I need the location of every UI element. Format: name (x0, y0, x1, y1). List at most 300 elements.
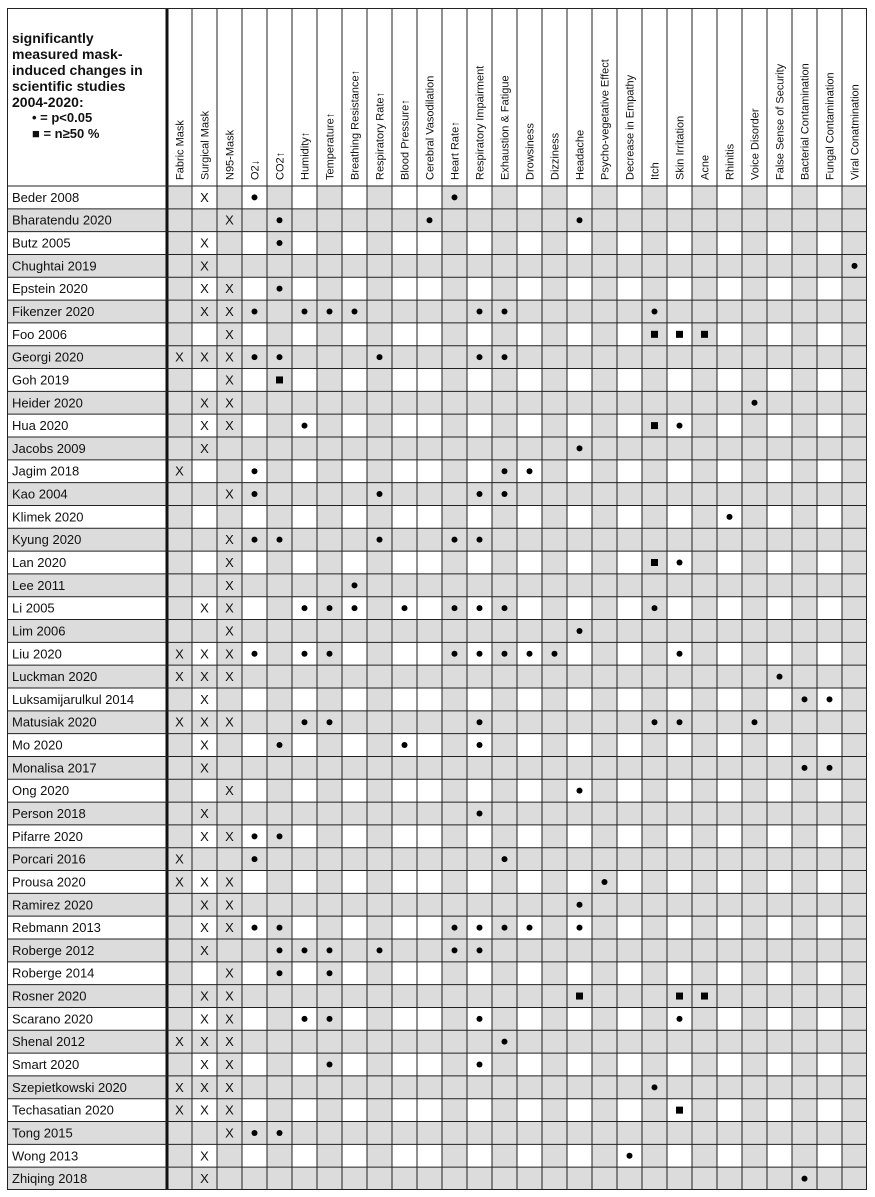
table-cell (517, 825, 542, 848)
table-cell (742, 1053, 767, 1076)
table-cell (242, 985, 267, 1008)
mask-type-mark: X (225, 1011, 234, 1027)
table-cell (742, 597, 767, 620)
table-cell (517, 1030, 542, 1053)
table-cell (242, 1030, 267, 1053)
table-cell (517, 232, 542, 255)
significance-dot (402, 742, 408, 748)
table-cell (417, 939, 442, 962)
majority-square (651, 331, 658, 338)
table-cell (842, 688, 867, 711)
table-cell (817, 186, 842, 209)
table-cell (542, 597, 567, 620)
study-label: Ong 2020 (12, 783, 70, 799)
table-cell (517, 1167, 542, 1190)
table-cell (392, 871, 417, 894)
table-cell (492, 232, 517, 255)
table-cell (717, 688, 742, 711)
majority-square (651, 559, 658, 566)
table-cell (817, 483, 842, 506)
mask-type-mark: X (200, 440, 209, 456)
table-cell (717, 711, 742, 734)
significance-dot (252, 194, 258, 200)
table-cell (517, 871, 542, 894)
table-cell (542, 483, 567, 506)
table-cell (342, 711, 367, 734)
table-cell (367, 551, 392, 574)
table-cell (717, 962, 742, 985)
table-cell (517, 1122, 542, 1145)
significance-dot (502, 309, 508, 315)
table-cell (717, 254, 742, 277)
table-cell (717, 893, 742, 916)
table-cell (817, 1030, 842, 1053)
table-cell (192, 528, 217, 551)
table-cell (567, 528, 592, 551)
mask-type-mark: X (200, 669, 209, 685)
table-cell (392, 1099, 417, 1122)
study-matrix-table (7, 8, 867, 1190)
table-cell (242, 551, 267, 574)
table-cell (242, 756, 267, 779)
table-cell (692, 848, 717, 871)
table-cell (167, 1053, 192, 1076)
table-cell (167, 962, 192, 985)
table-cell (767, 848, 792, 871)
table-cell (392, 1167, 417, 1190)
table-cell (392, 505, 417, 528)
significance-dot (677, 1016, 683, 1022)
table-cell (542, 1099, 567, 1122)
table-cell (717, 916, 742, 939)
mask-type-mark: X (225, 349, 234, 365)
table-cell (767, 1030, 792, 1053)
table-cell (617, 985, 642, 1008)
table-cell (167, 505, 192, 528)
table-cell (592, 346, 617, 369)
table-cell (592, 939, 617, 962)
mask-type-mark: X (225, 920, 234, 936)
table-cell (192, 505, 217, 528)
table-cell (567, 825, 592, 848)
table-cell (167, 186, 192, 209)
table-cell (367, 734, 392, 757)
table-cell (717, 483, 742, 506)
table-cell (417, 779, 442, 802)
significance-dot (577, 445, 583, 451)
table-cell (342, 1030, 367, 1053)
significance-dot (302, 309, 308, 315)
table-cell (442, 209, 467, 232)
significance-dot (502, 491, 508, 497)
table-cell (792, 939, 817, 962)
table-cell (342, 962, 367, 985)
mask-type-mark: X (200, 828, 209, 844)
mask-type-mark: X (225, 783, 234, 799)
table-cell (567, 939, 592, 962)
table-cell (817, 1007, 842, 1030)
table-cell (492, 1144, 517, 1167)
table-cell (592, 642, 617, 665)
table-cell (467, 460, 492, 483)
table-cell (742, 802, 767, 825)
table-cell (742, 779, 767, 802)
table-cell (767, 1144, 792, 1167)
significance-dot (302, 1016, 308, 1022)
table-cell (592, 825, 617, 848)
table-cell (492, 1076, 517, 1099)
table-cell (492, 665, 517, 688)
table-cell (167, 369, 192, 392)
table-cell (567, 254, 592, 277)
table-cell (517, 688, 542, 711)
table-cell (692, 893, 717, 916)
table-cell (842, 642, 867, 665)
table-cell (542, 391, 567, 414)
table-cell (342, 346, 367, 369)
table-cell (667, 871, 692, 894)
table-cell (267, 1007, 292, 1030)
table-cell (617, 437, 642, 460)
table-cell (492, 962, 517, 985)
table-cell (842, 620, 867, 643)
table-cell (342, 779, 367, 802)
table-cell (642, 1099, 667, 1122)
table-cell (692, 232, 717, 255)
significance-dot (302, 947, 308, 953)
table-cell (717, 209, 742, 232)
table-cell (767, 962, 792, 985)
table-cell (417, 254, 442, 277)
table-cell (417, 688, 442, 711)
significance-dot (352, 582, 358, 588)
table-cell (342, 1144, 367, 1167)
table-cell (592, 186, 617, 209)
table-cell (367, 688, 392, 711)
significance-dot (302, 719, 308, 725)
table-cell (517, 1007, 542, 1030)
table-cell (317, 802, 342, 825)
table-cell (292, 1053, 317, 1076)
table-cell (567, 391, 592, 414)
column-header: Blood Pressure↑ (399, 99, 412, 180)
table-cell (592, 620, 617, 643)
table-cell (742, 1030, 767, 1053)
table-cell (517, 756, 542, 779)
table-cell (617, 460, 642, 483)
study-label: Hua 2020 (12, 418, 69, 434)
table-cell (792, 620, 817, 643)
table-cell (392, 756, 417, 779)
table-cell (567, 1144, 592, 1167)
table-cell (517, 1076, 542, 1099)
significance-dot (252, 1130, 258, 1136)
table-cell (617, 848, 642, 871)
table-cell (467, 893, 492, 916)
table-cell (567, 642, 592, 665)
table-cell (742, 437, 767, 460)
mask-type-mark: X (225, 212, 234, 228)
study-label: Monalisa 2017 (12, 760, 97, 776)
table-cell (667, 1076, 692, 1099)
table-cell (642, 779, 667, 802)
table-cell (367, 437, 392, 460)
table-cell (342, 871, 367, 894)
table-cell (817, 871, 842, 894)
table-cell (292, 254, 317, 277)
table-cell (817, 528, 842, 551)
column-header: Fabric Mask (174, 120, 187, 180)
table-cell (317, 186, 342, 209)
table-cell (192, 209, 217, 232)
table-cell (767, 939, 792, 962)
significance-dot (477, 491, 483, 497)
table-cell (267, 871, 292, 894)
significance-dot (677, 423, 683, 429)
mask-type-mark: X (200, 1011, 209, 1027)
table-cell (742, 369, 767, 392)
table-cell (367, 391, 392, 414)
table-cell (717, 642, 742, 665)
table-cell (417, 437, 442, 460)
mask-type-mark: X (200, 1034, 209, 1050)
table-cell (242, 962, 267, 985)
significance-dot (252, 833, 258, 839)
table-cell (592, 528, 617, 551)
significance-dot (577, 217, 583, 223)
table-cell (392, 1076, 417, 1099)
table-cell (742, 734, 767, 757)
table-cell (792, 460, 817, 483)
table-cell (517, 391, 542, 414)
table-cell (417, 642, 442, 665)
table-cell (417, 962, 442, 985)
table-cell (767, 1007, 792, 1030)
table-cell (717, 825, 742, 848)
table-cell (492, 505, 517, 528)
table-cell (717, 1099, 742, 1122)
table-cell (542, 985, 567, 1008)
table-cell (817, 985, 842, 1008)
table-cell (767, 871, 792, 894)
table-cell (842, 1144, 867, 1167)
significance-dot (277, 1130, 283, 1136)
table-cell (467, 551, 492, 574)
table-cell (667, 1030, 692, 1053)
table-cell (342, 1099, 367, 1122)
table-cell (817, 232, 842, 255)
table-cell (742, 871, 767, 894)
table-cell (467, 779, 492, 802)
column-header: Headache (574, 129, 587, 180)
table-cell (317, 551, 342, 574)
significance-dot (252, 925, 258, 931)
table-cell (667, 505, 692, 528)
table-cell (792, 1076, 817, 1099)
majority-square (576, 993, 583, 1000)
table-cell (542, 1007, 567, 1030)
table-cell (342, 551, 367, 574)
table-cell (442, 483, 467, 506)
study-label: Ramirez 2020 (12, 897, 93, 913)
table-cell (167, 1122, 192, 1145)
column-header: Heart Rate↑ (449, 121, 462, 180)
table-cell (642, 209, 667, 232)
mask-type-mark: X (225, 395, 234, 411)
table-cell (617, 893, 642, 916)
table-cell (842, 437, 867, 460)
table-cell (342, 756, 367, 779)
table-cell (617, 1122, 642, 1145)
table-cell (342, 483, 367, 506)
table-cell (842, 369, 867, 392)
table-cell (342, 414, 367, 437)
table-cell (792, 346, 817, 369)
mask-type-mark: X (225, 372, 234, 388)
table-cell (167, 277, 192, 300)
table-cell (492, 391, 517, 414)
table-cell (492, 756, 517, 779)
table-cell (792, 505, 817, 528)
legend-title-line: induced changes in (12, 62, 143, 78)
significance-dot (452, 651, 458, 657)
table-cell (742, 1122, 767, 1145)
table-cell (442, 779, 467, 802)
table-cell (742, 346, 767, 369)
mask-type-mark: X (200, 600, 209, 616)
table-cell (692, 460, 717, 483)
table-cell (217, 232, 242, 255)
table-cell (642, 1122, 667, 1145)
table-cell (367, 460, 392, 483)
table-cell (267, 254, 292, 277)
table-cell (417, 528, 442, 551)
table-cell (792, 277, 817, 300)
table-cell (342, 916, 367, 939)
table-cell (692, 825, 717, 848)
table-cell (242, 802, 267, 825)
table-cell (292, 734, 317, 757)
table-cell (617, 414, 642, 437)
table-cell (792, 597, 817, 620)
table-cell (717, 802, 742, 825)
table-cell (792, 414, 817, 437)
table-cell (542, 825, 567, 848)
table-cell (292, 323, 317, 346)
table-cell (817, 1122, 842, 1145)
table-cell (417, 505, 442, 528)
table-cell (642, 939, 667, 962)
mask-type-mark: X (200, 1079, 209, 1095)
table-cell (367, 1144, 392, 1167)
table-cell (767, 642, 792, 665)
table-cell (542, 551, 567, 574)
table-cell (217, 848, 242, 871)
study-label: Foo 2006 (12, 326, 67, 342)
mask-type-mark: X (200, 189, 209, 205)
table-cell (767, 620, 792, 643)
mask-type-mark: X (200, 646, 209, 662)
table-cell (567, 1076, 592, 1099)
table-cell (392, 688, 417, 711)
table-cell (542, 186, 567, 209)
table-cell (567, 597, 592, 620)
significance-dot (802, 1176, 808, 1182)
significance-dot (527, 651, 533, 657)
table-cell (517, 802, 542, 825)
mask-type-mark: X (200, 806, 209, 821)
table-cell (492, 551, 517, 574)
table-cell (617, 346, 642, 369)
table-cell (417, 323, 442, 346)
table-cell (517, 1053, 542, 1076)
table-cell (517, 277, 542, 300)
table-cell (192, 551, 217, 574)
table-cell (542, 1167, 567, 1190)
table-cell (442, 551, 467, 574)
table-cell (492, 254, 517, 277)
table-cell (792, 528, 817, 551)
table-cell (642, 756, 667, 779)
table-cell (842, 962, 867, 985)
table-cell (842, 483, 867, 506)
table-cell (292, 985, 317, 1008)
table-cell (642, 620, 667, 643)
table-cell (617, 1053, 642, 1076)
table-cell (392, 916, 417, 939)
table-cell (817, 1076, 842, 1099)
table-cell (417, 916, 442, 939)
table-cell (292, 505, 317, 528)
table-cell (692, 505, 717, 528)
table-cell (392, 528, 417, 551)
table-cell (667, 300, 692, 323)
table-cell (367, 802, 392, 825)
mask-type-mark: X (225, 669, 234, 685)
table-cell (242, 505, 267, 528)
table-cell (367, 1007, 392, 1030)
table-cell (842, 551, 867, 574)
table-cell (317, 1122, 342, 1145)
mask-type-mark: X (225, 874, 234, 890)
table-cell (592, 916, 617, 939)
table-cell (292, 483, 317, 506)
table-cell (592, 1144, 617, 1167)
table-cell (342, 277, 367, 300)
table-cell (692, 802, 717, 825)
table-cell (267, 1099, 292, 1122)
table-cell (667, 802, 692, 825)
table-cell (842, 209, 867, 232)
table-cell (792, 574, 817, 597)
table-cell (167, 574, 192, 597)
table-cell (842, 825, 867, 848)
table-cell (192, 620, 217, 643)
table-cell (592, 505, 617, 528)
table-cell (317, 1167, 342, 1190)
table-cell (542, 620, 567, 643)
table-cell (317, 414, 342, 437)
table-cell (817, 916, 842, 939)
table-cell (767, 1122, 792, 1145)
table-cell (792, 1144, 817, 1167)
table-cell (792, 734, 817, 757)
column-header: Cerebral Vasodilation (424, 75, 437, 180)
table-cell (392, 962, 417, 985)
table-cell (342, 460, 367, 483)
table-cell (542, 528, 567, 551)
table-cell (267, 893, 292, 916)
